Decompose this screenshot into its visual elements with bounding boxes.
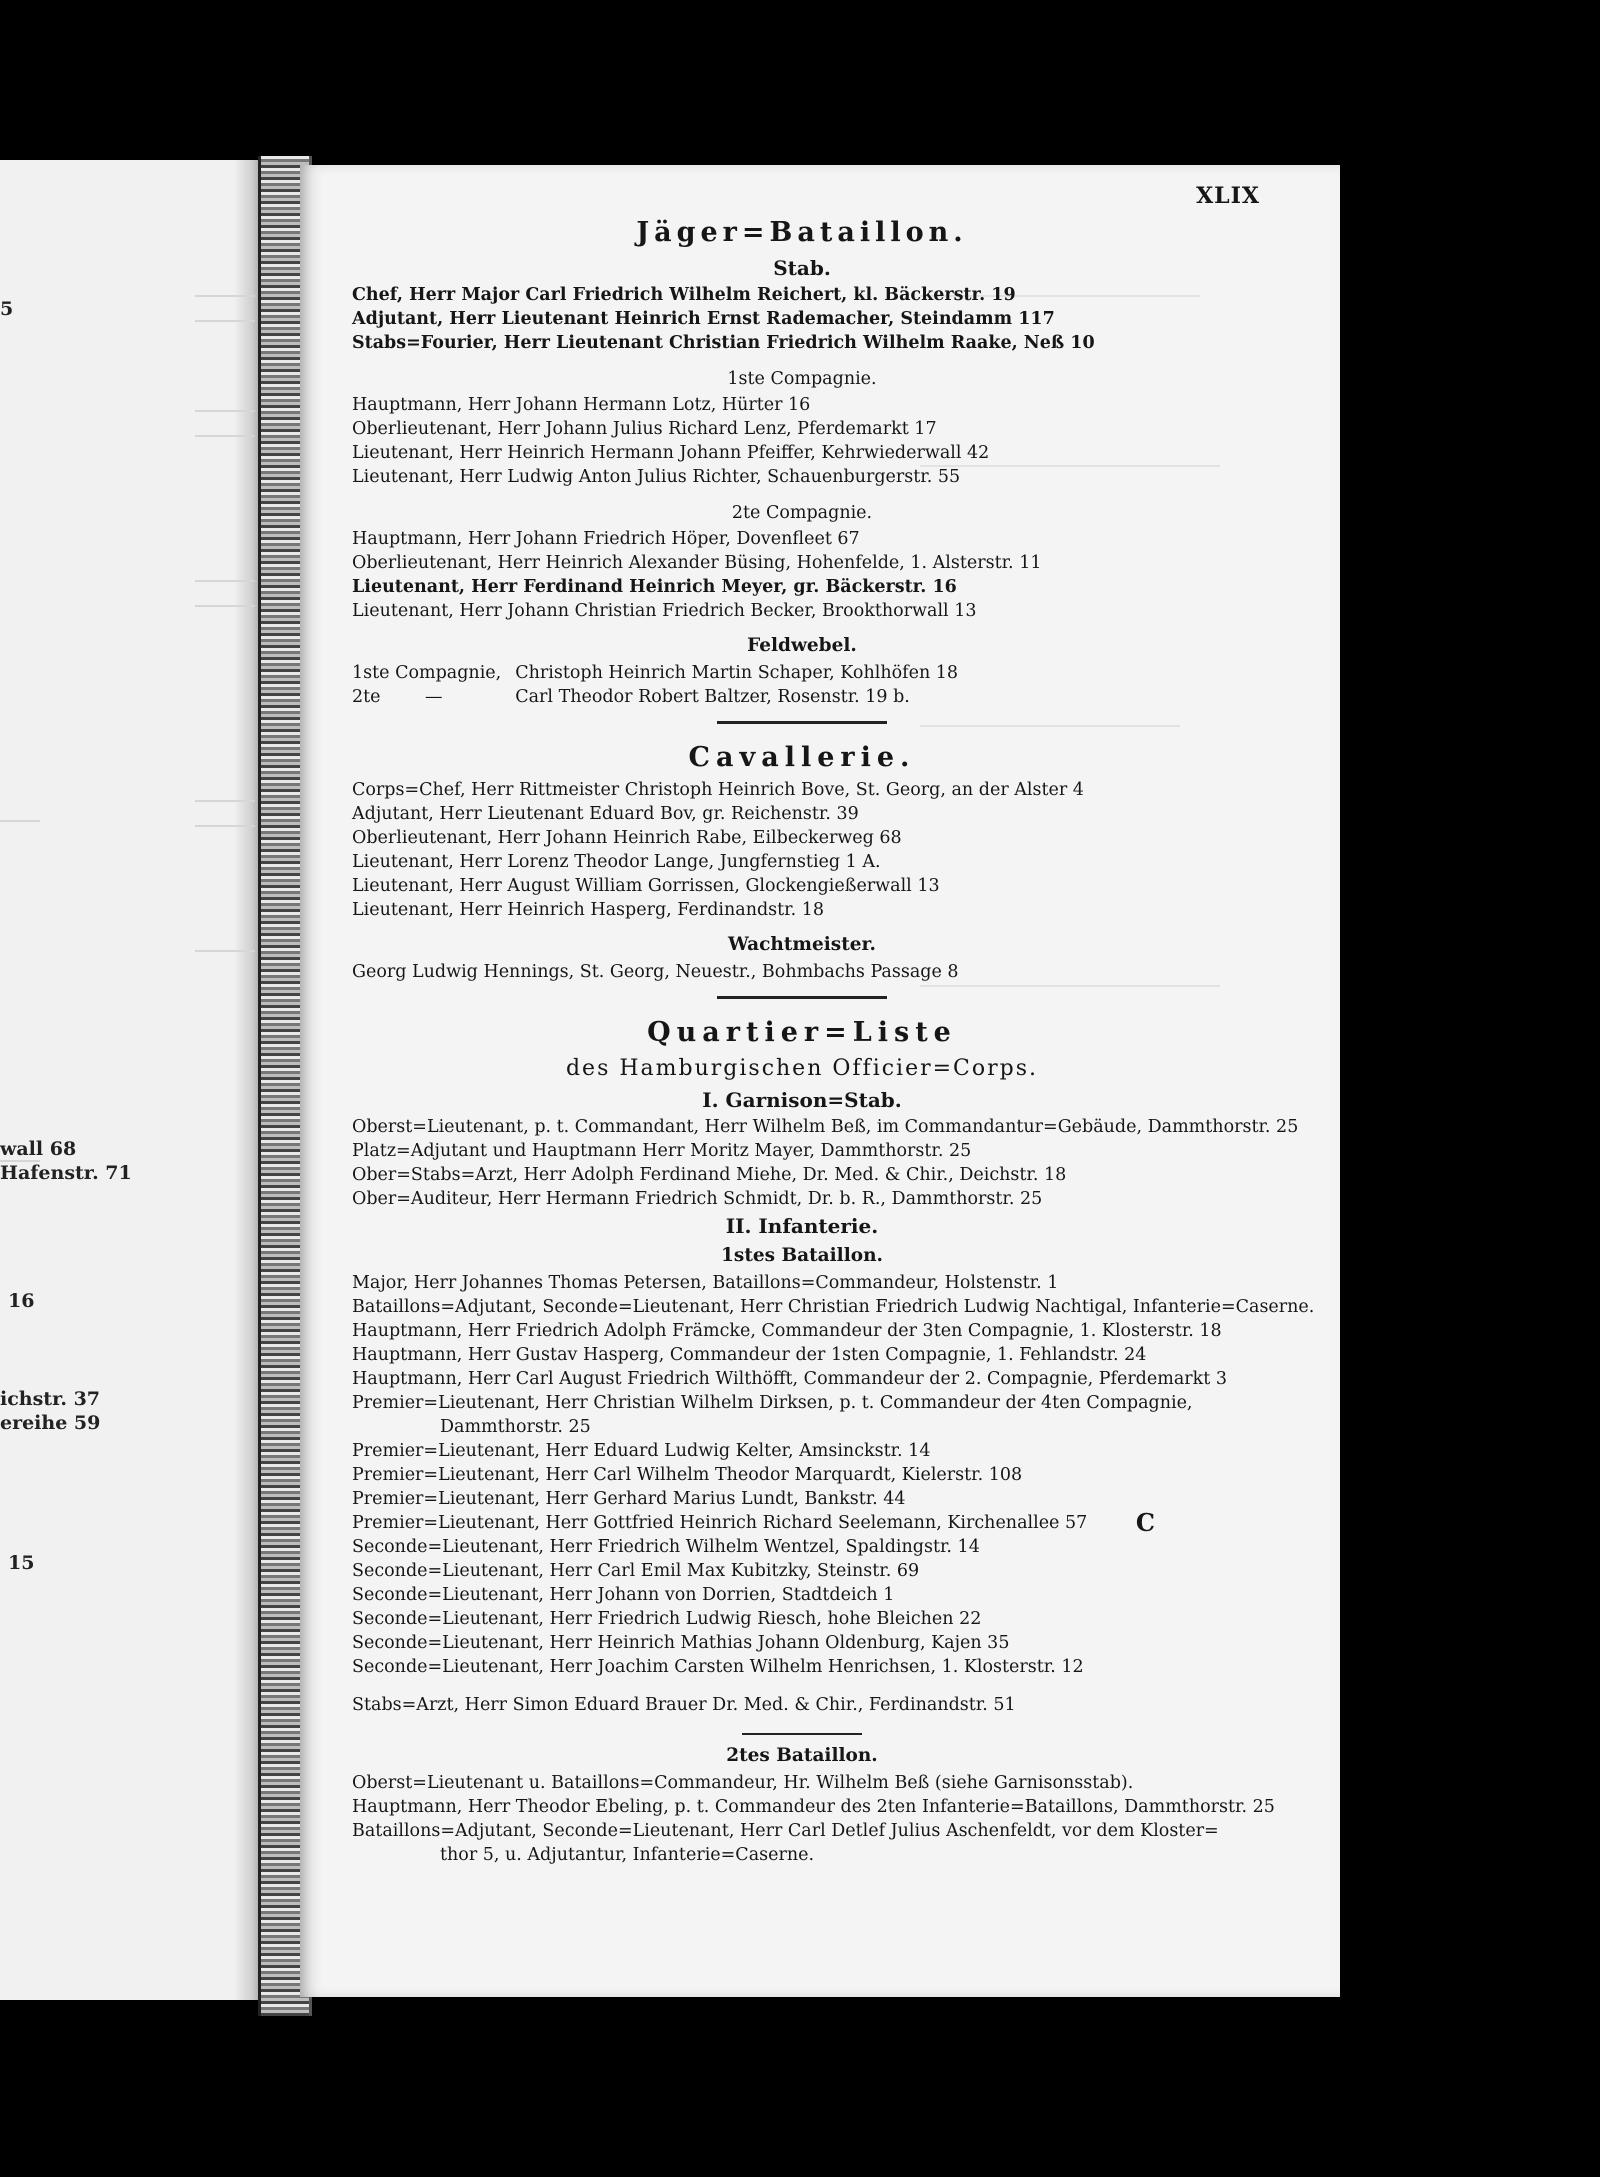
- entry-line: Major, Herr Johannes Thomas Petersen, Bataillons=Commandeur, Holstenstr. 1: [352, 1273, 1059, 1293]
- feldwebel-comp: 1ste Compagnie,: [352, 663, 502, 683]
- entry-line: Hauptmann, Herr Theodor Ebeling, p. t. Commandeur des 2ten Infanterie=Bataillons, Dammthorstr. 25: [352, 1797, 1275, 1817]
- entry-line: Oberst=Lieutenant, p. t. Commandant, Herr Wilhelm Beß, im Commandantur=Gebäude, Dammthorstr. 25: [352, 1117, 1299, 1137]
- entry-line: Seconde=Lieutenant, Herr Joachim Carsten Wilhelm Henrichsen, 1. Klosterstr. 12: [352, 1657, 1084, 1677]
- table-row: [352, 661, 958, 685]
- document-page: [300, 165, 1340, 1997]
- previous-page: [0, 160, 264, 2000]
- entry-line: Platz=Adjutant und Hauptmann Herr Moritz Mayer, Dammthorstr. 25: [352, 1141, 972, 1161]
- entry-line: Hauptmann, Herr Carl August Friedrich Wilthöfft, Commandeur der 2. Compagnie, Pferdemarkt 3: [352, 1369, 1227, 1389]
- entry-line: Hauptmann, Herr Johann Friedrich Höper, Dovenfleet 67: [352, 529, 860, 549]
- entry-line: Bataillons=Adjutant, Seconde=Lieutenant, Herr Christian Friedrich Ludwig Nachtigal, Infanterie=Caserne.: [352, 1297, 1315, 1317]
- entry-line: Adjutant, Herr Lieutenant Eduard Bov, gr. Reichenstr. 39: [352, 804, 859, 824]
- entry-line: Stabs=Fourier, Herr Lieutenant Christian Friedrich Wilhelm Raake, Neß 10: [352, 333, 1095, 353]
- subheading-infanterie: II. Infanterie.: [725, 1214, 879, 1238]
- entry-line: Lieutenant, Herr Heinrich Hasperg, Ferdinandstr. 18: [352, 900, 825, 920]
- feldwebel-name: Christoph Heinrich Martin Schaper, Kohlhöfen 18: [515, 663, 959, 683]
- entry-line: Hauptmann, Herr Friedrich Adolph Främcke, Commandeur der 3ten Compagnie, 1. Klosterstr. 18: [352, 1321, 1222, 1341]
- entry-line: Lieutenant, Herr Johann Christian Friedrich Becker, Brookthorwall 13: [352, 601, 977, 621]
- entry-line: Lieutenant, Herr Heinrich Hermann Johann Pfeiffer, Kehrwiederwall 42: [352, 443, 990, 463]
- subheading-wachtmeister: Wachtmeister.: [727, 934, 876, 955]
- left-fragment: ichstr. 37: [0, 1388, 101, 1410]
- entry-line: Lieutenant, Herr August William Gorrissen, Glockengießerwall 13: [352, 876, 940, 896]
- entry-line: Premier=Lieutenant, Herr Gottfried Heinrich Richard Seelemann, Kirchenallee 57: [352, 1513, 1088, 1533]
- entry-line: Stabs=Arzt, Herr Simon Eduard Brauer Dr. Med. & Chir., Ferdinandstr. 51: [352, 1695, 1016, 1715]
- feldwebel-name: Carl Theodor Robert Baltzer, Rosenstr. 19 b.: [515, 687, 910, 707]
- section-divider: [717, 721, 887, 724]
- entry-line: Lieutenant, Herr Lorenz Theodor Lange, Jungfernstieg 1 A.: [352, 852, 881, 872]
- entry-line: Oberlieutenant, Herr Johann Heinrich Rabe, Eilbeckerweg 68: [352, 828, 902, 848]
- left-fragment: Hafenstr. 71: [0, 1162, 132, 1184]
- entry-line: Seconde=Lieutenant, Herr Carl Emil Max Kubitzky, Steinstr. 69: [352, 1561, 920, 1581]
- entry-line: Seconde=Lieutenant, Herr Johann von Dorrien, Stadtdeich 1: [352, 1585, 895, 1605]
- subheading-bat1: 1stes Bataillon.: [721, 1245, 883, 1266]
- section-divider: [717, 996, 887, 999]
- entry-line: Corps=Chef, Herr Rittmeister Christoph Heinrich Bove, St. Georg, an der Alster 4: [352, 780, 1084, 800]
- page-number: XLIX: [1196, 183, 1260, 209]
- left-fragment: 15: [8, 1552, 35, 1574]
- entry-line: Georg Ludwig Hennings, St. Georg, Neuestr., Bohmbachs Passage 8: [352, 962, 959, 982]
- section-subtitle: des Hamburgischen Officier=Corps.: [565, 1056, 1039, 1081]
- subheading-bat2: 2tes Bataillon.: [726, 1745, 878, 1766]
- left-fragment: wall 68: [0, 1138, 77, 1160]
- entry-line: Hauptmann, Herr Gustav Hasperg, Commandeur der 1sten Compagnie, 1. Fehlandstr. 24: [352, 1345, 1147, 1365]
- entry-line: Chef, Herr Major Carl Friedrich Wilhelm Reichert, kl. Bäckerstr. 19: [352, 285, 1016, 305]
- entry-line: Oberlieutenant, Herr Heinrich Alexander Büsing, Hohenfelde, 1. Alsterstr. 11: [352, 553, 1042, 573]
- entry-line: Lieutenant, Herr Ludwig Anton Julius Richter, Schauenburgerstr. 55: [352, 467, 961, 487]
- section-title-quartier: Quartier=Liste: [647, 1017, 957, 1048]
- entry-line: Ober=Auditeur, Herr Hermann Friedrich Schmidt, Dr. b. R., Dammthorstr. 25: [352, 1189, 1043, 1209]
- entry-line: Lieutenant, Herr Ferdinand Heinrich Meyer, gr. Bäckerstr. 16: [352, 577, 957, 597]
- entry-line: Seconde=Lieutenant, Herr Heinrich Mathias Johann Oldenburg, Kajen 35: [352, 1633, 1010, 1653]
- subheading-feldwebel: Feldwebel.: [747, 635, 857, 656]
- feldwebel-comp: 2te —: [352, 687, 443, 707]
- entry-line: Adjutant, Herr Lieutenant Heinrich Ernst Rademacher, Steindamm 117: [352, 309, 1055, 329]
- section-title-jaeger: Jäger=Bataillon.: [636, 217, 968, 248]
- entry-continuation: thor 5, u. Adjutantur, Infanterie=Caserne.: [440, 1845, 815, 1865]
- signature-mark: C: [1135, 1508, 1155, 1537]
- table-row: [352, 685, 958, 709]
- entry-line: Seconde=Lieutenant, Herr Friedrich Ludwig Riesch, hohe Bleichen 22: [352, 1609, 982, 1629]
- entry-continuation: Dammthorstr. 25: [440, 1417, 591, 1437]
- entry-line: Premier=Lieutenant, Herr Eduard Ludwig Kelter, Amsinckstr. 14: [352, 1441, 931, 1461]
- entry-line: Premier=Lieutenant, Herr Carl Wilhelm Theodor Marquardt, Kielerstr. 108: [352, 1465, 1023, 1485]
- subheading-comp1: 1ste Compagnie.: [727, 369, 877, 389]
- entry-line: Seconde=Lieutenant, Herr Friedrich Wilhelm Wentzel, Spaldingstr. 14: [352, 1537, 980, 1557]
- entry-line: Oberlieutenant, Herr Johann Julius Richard Lenz, Pferdemarkt 17: [352, 419, 937, 439]
- section-title-cavallerie: Cavallerie.: [688, 742, 916, 773]
- section-divider: [742, 1733, 862, 1735]
- subheading-comp2: 2te Compagnie.: [731, 503, 873, 523]
- left-fragment: 5: [0, 298, 14, 320]
- left-fragment: ereihe 59: [0, 1412, 101, 1434]
- entry-line: Ober=Stabs=Arzt, Herr Adolph Ferdinand Miehe, Dr. Med. & Chir., Deichstr. 18: [352, 1165, 1067, 1185]
- feldwebel-table: [352, 661, 958, 709]
- entry-line: Hauptmann, Herr Johann Hermann Lotz, Hürter 16: [352, 395, 811, 415]
- entry-line: Oberst=Lieutenant u. Bataillons=Commandeur, Hr. Wilhelm Beß (siehe Garnisonsstab).: [352, 1773, 1134, 1793]
- subheading-garnison: I. Garnison=Stab.: [702, 1088, 902, 1112]
- subheading-stab: Stab.: [773, 256, 831, 280]
- page-content: [352, 209, 1315, 1867]
- entry-line: Bataillons=Adjutant, Seconde=Lieutenant, Herr Carl Detlef Julius Aschenfeldt, vor dem Kloster=: [352, 1821, 1219, 1841]
- left-fragment: 16: [8, 1290, 35, 1312]
- entry-line: Premier=Lieutenant, Herr Christian Wilhelm Dirksen, p. t. Commandeur der 4ten Compagnie,: [352, 1393, 1193, 1413]
- entry-line: Premier=Lieutenant, Herr Gerhard Marius Lundt, Bankstr. 44: [352, 1489, 906, 1509]
- scanner-strip-top: [178, 0, 286, 160]
